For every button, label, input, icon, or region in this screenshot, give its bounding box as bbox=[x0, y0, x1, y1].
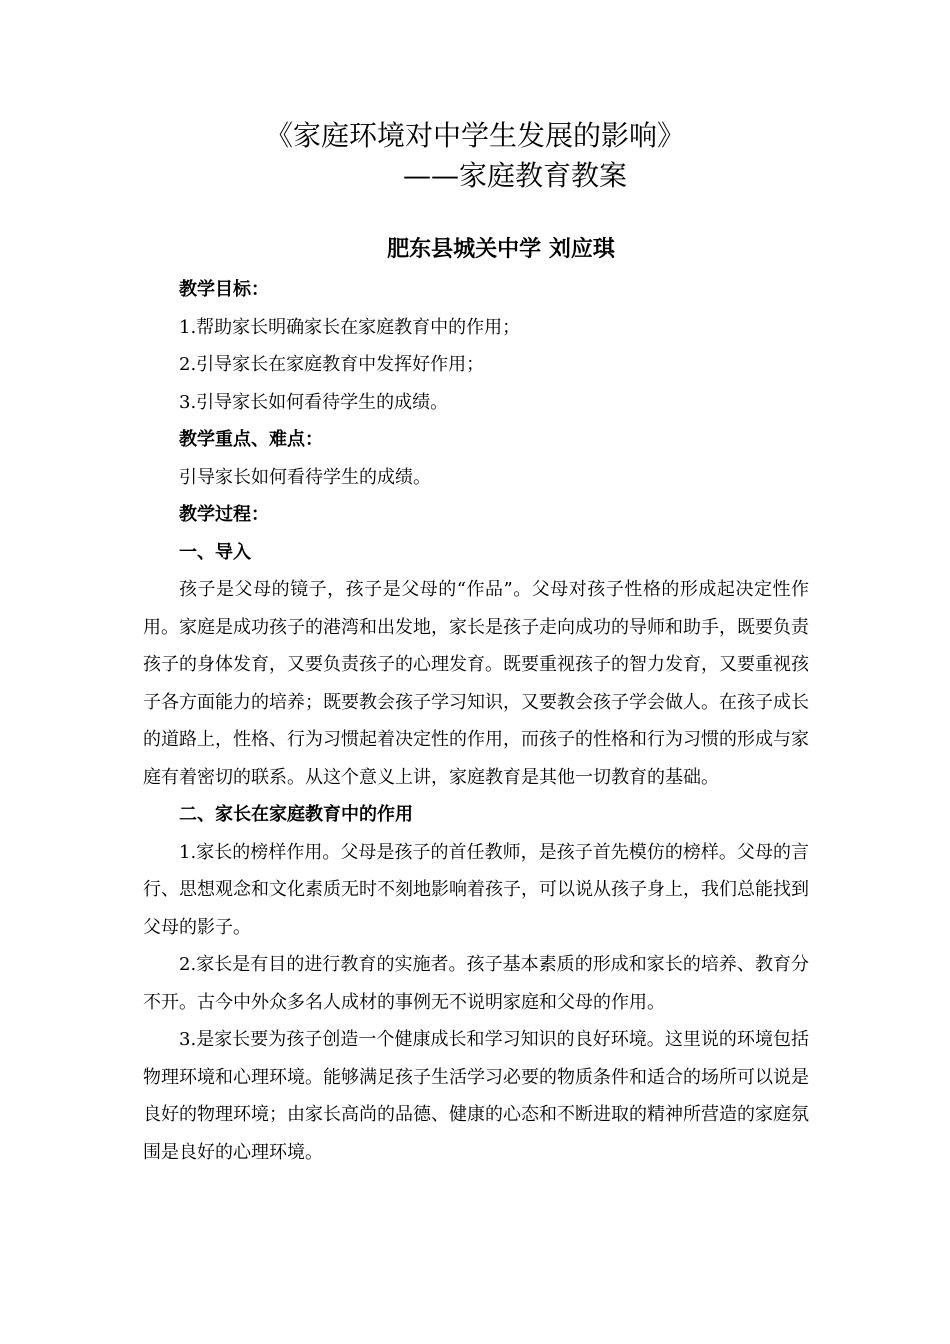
body-paragraph: 1.家长的榜样作用。父母是孩子的首任教师，是孩子首先模仿的榜样。父母的言行、思想观念和文化素质无时不刻地影响着孩子，可以说从孩子身上，我们总能找到父母的影子。 bbox=[143, 841, 809, 938]
key-points-text: 引导家长如何看待学生的成绩。 bbox=[179, 466, 431, 488]
objective-item: 3.引导家长如何看待学生的成绩。 bbox=[179, 391, 449, 413]
objective-item: 1.帮助家长明确家长在家庭教育中的作用； bbox=[179, 316, 521, 338]
body-paragraph: 孩子是父母的镜子，孩子是父母的“作品”。父母对孩子性格的形成起决定性作用。家庭是成功孩子的港湾和出发地，家长是孩子走向成功的导师和助手，既要负责孩子的身体发育，又要负责孩子的心理发育。既要重视孩子的智力发育，又要重视孩子各方面能力的培养；既要教会孩子学习知识，又要教会孩子学会做人。在孩子成长的道路上，性格、行为习惯起着决定性的作用，而孩子的性格和行为习惯的形成与家庭有着密切的联系。从这个意义上讲，家庭教育是其他一切教育的基础。 bbox=[143, 579, 809, 788]
body-paragraph: 2.家长是有目的进行教育的实施者。孩子基本素质的形成和家长的培养、教育分不开。古今中外众多名人成材的事例无不说明家庭和父母的作用。 bbox=[143, 954, 809, 1013]
body-paragraph: 3.是家长要为孩子创造一个健康成长和学习知识的良好环境。这里说的环境包括物理环境和心理环境。能够满足孩子生活学习必要的物质条件和适合的场所可以说是良好的物理环境；由家长高尚的品德、健康的心态和不断进取的精神所营造的家庭氛围是良好的心理环境。 bbox=[143, 1029, 809, 1163]
section-heading: 二、家长在家庭教育中的作用 bbox=[179, 804, 413, 825]
objectives-heading: 教学目标： bbox=[179, 279, 269, 300]
key-points-heading: 教学重点、难点： bbox=[179, 429, 323, 450]
document-subtitle: ——家庭教育教案 bbox=[402, 159, 627, 192]
process-heading: 教学过程： bbox=[179, 504, 269, 525]
objective-item: 2.引导家长在家庭教育中发挥好作用； bbox=[179, 354, 485, 375]
document-body bbox=[143, 271, 809, 1171]
document-title: 《家庭环境对中学生发展的影响》 bbox=[264, 119, 685, 152]
section-heading: 一、导入 bbox=[179, 541, 251, 563]
author-line: 肥东县城关中学 刘应琪 bbox=[387, 236, 615, 262]
